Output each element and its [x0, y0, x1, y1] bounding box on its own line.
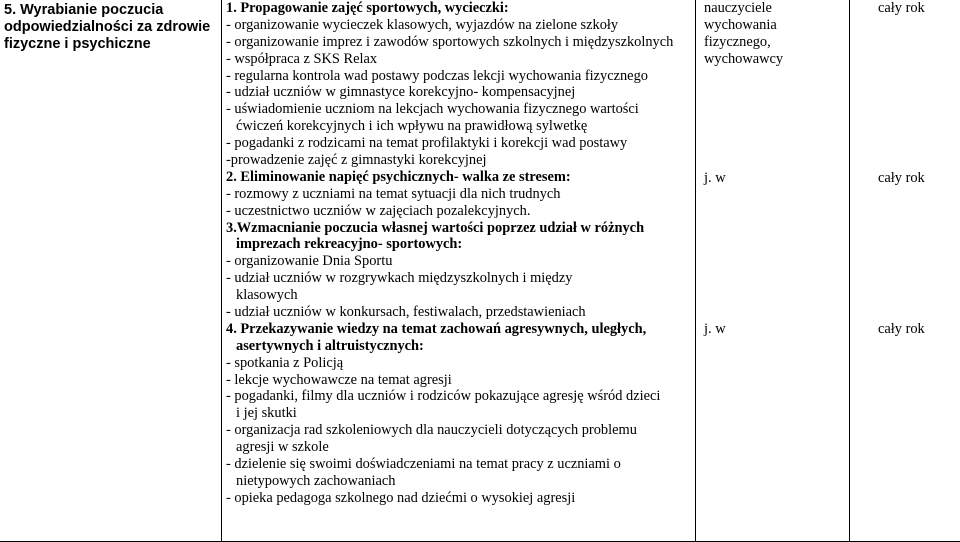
content-line: klasowych: [236, 287, 298, 304]
section-title-line: fizyczne i psychiczne: [4, 36, 151, 52]
content-line: 1. Propagowanie zajęć sportowych, wycieczki:: [226, 0, 509, 16]
content-line: - pogadanki z rodzicami na temat profilaktyki i korekcji wad postawy: [226, 135, 628, 152]
content-line: 2. Eliminowanie napięć psychicznych- walka ze stresem:: [226, 168, 571, 185]
section-cell: [0, 0, 222, 542]
content-line: -prowadzenie zajęć z gimnastyki korekcyjnej: [226, 152, 487, 169]
content-line: - współpraca z SKS Relax: [226, 50, 378, 67]
timeframe-line: cały rok: [878, 321, 925, 337]
content-cell: [222, 0, 696, 542]
content-line: ćwiczeń korekcyjnych i ich wpływu na prawidłową sylwetkę: [236, 118, 588, 135]
content-line: - organizowanie Dnia Sportu: [226, 253, 393, 270]
content-line: - uświadomienie uczniom na lekcjach wychowania fizycznego wartości: [226, 101, 639, 118]
content-line: i jej skutki: [236, 405, 297, 422]
section-title: [0, 0, 221, 53]
responsible-line: nauczyciele: [704, 0, 772, 16]
responsible-line: wychowania: [704, 17, 777, 33]
content-line: - udział uczniów w gimnastyce korekcyjno- kompensacyjnej: [226, 84, 576, 101]
responsible-block: [704, 170, 726, 187]
timeframe-block: [878, 170, 925, 187]
content-line: - udział uczniów w konkursach, festiwalach, przedstawieniach: [226, 304, 586, 321]
section-title-line: odpowiedzialności za zdrowie: [4, 19, 211, 35]
content-line: - opieka pedagoga szkolnego nad dziećmi o wysokiej agresji: [226, 489, 576, 506]
content-line: asertywnych i altruistycznych:: [236, 337, 424, 354]
timeframe-line: cały rok: [878, 0, 925, 16]
responsible-block: [704, 0, 783, 68]
content-line: - organizowanie wycieczek klasowych, wyjazdów na zielone szkoły: [226, 16, 619, 33]
content-line: - udział uczniów w rozgrywkach międzyszkolnych i między: [226, 270, 573, 287]
content-line: nietypowych zachowaniach: [236, 472, 396, 489]
responsible-column: [696, 0, 849, 540]
content-line: 4. Przekazywanie wiedzy na temat zachowań agresywnych, uległych,: [226, 320, 647, 337]
content-line: agresji w szkole: [236, 439, 329, 456]
responsible-cell: [696, 0, 850, 542]
responsible-line: j. w: [704, 170, 726, 186]
responsible-line: j. w: [704, 321, 726, 337]
timeframe-block: [878, 0, 925, 17]
content-line: - regularna kontrola wad postawy podczas lekcji wychowania fizycznego: [226, 67, 648, 84]
content-line: - pogadanki, filmy dla uczniów i rodziców pokazujące agresję wśród dzieci: [226, 388, 661, 405]
timeframe-block: [878, 321, 925, 338]
content-line: - organizowanie imprez i zawodów sportowych szkolnych i międzyszkolnych: [226, 33, 674, 50]
responsible-block: [704, 321, 726, 338]
content-line: - organizacja rad szkoleniowych dla nauczycieli dotyczących problemu: [226, 422, 637, 439]
content-line: - dzielenie się swoimi doświadczeniami na temat pracy z uczniami o: [226, 456, 621, 473]
content-line: imprezach rekreacyjno- sportowych:: [236, 236, 463, 253]
content-line: - rozmowy z uczniami na temat sytuacji dla nich trudnych: [226, 185, 561, 202]
timeframe-line: cały rok: [878, 170, 925, 186]
content-line: - uczestnictwo uczniów w zajęciach pozalekcyjnych.: [226, 202, 531, 219]
content-line: - spotkania z Policją: [226, 354, 344, 371]
responsible-line: wychowawcy: [704, 51, 784, 67]
content-lines: [222, 0, 695, 507]
content-line: - lekcje wychowawcze na temat agresji: [226, 371, 452, 388]
timeframe-cell: [850, 0, 960, 542]
responsible-line: fizycznego,: [704, 34, 771, 50]
section-title-line: 5. Wyrabianie poczucia: [4, 2, 164, 18]
content-line: 3.Wzmacnianie poczucia własnej wartości poprzez udział w różnych: [226, 219, 645, 236]
timeframe-column: [850, 0, 960, 540]
